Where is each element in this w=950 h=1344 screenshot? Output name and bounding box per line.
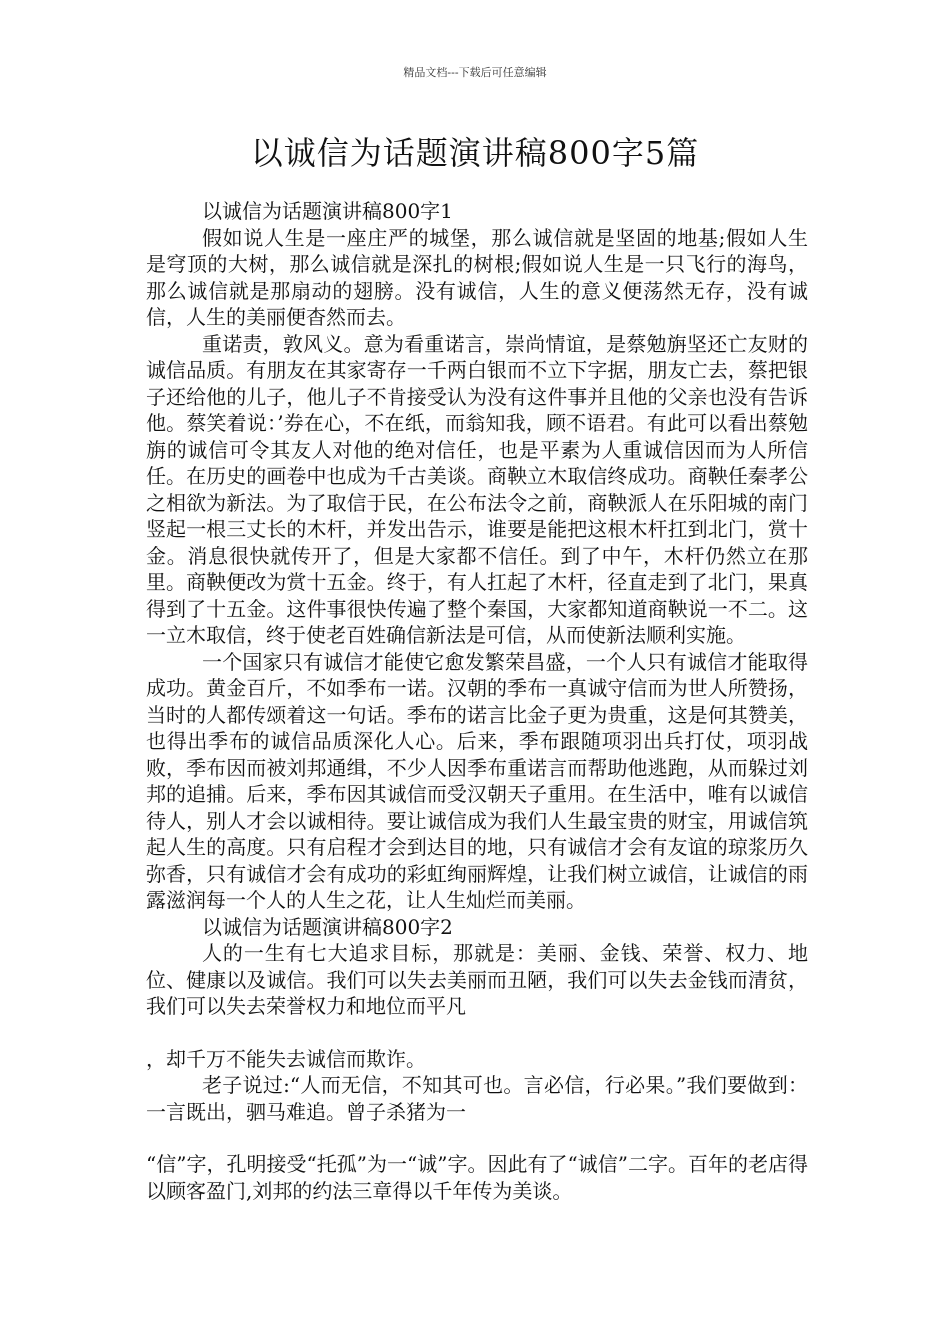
document-body xyxy=(146,198,808,1204)
paragraph: 老子说过:“人而无信，不知其可也。言必信，行必果。”我们要做到：一言既出，驷马难追。曾子杀猪为一 xyxy=(146,1073,808,1124)
paragraph: 重诺责，敦风义。意为看重诺言，崇尚情谊，是蔡勉旃坚还亡友财的诚信品质。有朋友在其家寄存一千两白银而不立下字据，朋友亡去，蔡把银子还给他的儿子，他儿子不肯接受认为没有这件事并且他的父亲也没有告诉他。蔡笑着说：’券在心，不在纸，而翁知我，顾不语君。有此可以看出蔡勉旃的诚信可令其友人对他的绝对信任，也是平素为人重诚信因而为人所信任。在历史的画卷中也成为千古美谈。商鞅立木取信终成功。商鞅任秦孝公之相欲为新法。为了取信于民，在公布法令之前，商鞅派人在乐阳城的南门竖起一根三丈长的木杆，并发出告示，谁要是能把这根木杆扛到北门，赏十金。消息很快就传开了，但是大家都不信任。到了中午，木杆仍然立在那里。商鞅便改为赏十五金。终于，有人扛起了木杆，径直走到了北门，果真得到了十五金。这件事很快传遍了整个秦国，大家都知道商鞅说一不二。这一立木取信，终于使老百姓确信新法是可信，从而使新法顺利实施。 xyxy=(146,331,808,647)
paragraph: 人的一生有七大追求目标，那就是：美丽、金钱、荣誉、权力、地位、健康以及诚信。我们可以失去美丽而丑陋，我们可以失去金钱而清贫，我们可以失去荣誉权力和地位而平凡 xyxy=(146,941,808,1018)
document-title: 以诚信为话题演讲稿800字5篇 xyxy=(250,134,700,172)
section-heading-1: 以诚信为话题演讲稿800字1 xyxy=(202,199,453,223)
section-heading-2: 以诚信为话题演讲稿800字2 xyxy=(202,914,453,939)
paragraph-continuation: ，却千万不能失去诚信而欺诈。 xyxy=(146,1046,426,1071)
paragraph-continuation: “信”字，孔明接受“托孤”为一“诚”字。因此有了“诚信”二字。百年的老店得以顾客盈门,刘邦的约法三章得以千年传为美谈。 xyxy=(146,1152,808,1203)
paragraph: 假如说人生是一座庄严的城堡，那么诚信就是坚固的地基;假如人生是穹顶的大树，那么诚信就是深扎的树根;假如说人生是一只飞行的海鸟，那么诚信就是那扇动的翅膀。没有诚信，人生的意义便荡然无存，没有诚信，人生的美丽便杳然而去。 xyxy=(146,225,808,329)
paragraph: 一个国家只有诚信才能使它愈发繁荣昌盛，一个人只有诚信才能取得成功。黄金百斤，不如季布一诺。汉朝的季布一真诚守信而为世人所赞扬，当时的人都传颂着这一句话。季布的诺言比金子更为贵重，这是何其赞美，也得出季布的诚信品质深化人心。后来，季布跟随项羽出兵打仗，项羽战败，季布因而被刘邦通缉，不少人因季布重诺言而帮助他逃跑，从而躲过刘邦的追捕。后来，季布因其诚信而受汉朝天子重用。在生活中，唯有以诚信待人，别人才会以诚相待。要让诚信成为我们人生最宝贵的财宝，用诚信筑起人生的高度。只有启程才会到达目的地，只有诚信才会有友谊的琼浆历久弥香，只有诚信才会有成功的彩虹绚丽辉煌，让我们树立诚信，让诚信的雨露滋润每一个人的人生之花，让人生灿烂而美丽。 xyxy=(146,649,808,912)
page-header: 精品文档---下载后可任意编辑 xyxy=(403,66,547,79)
